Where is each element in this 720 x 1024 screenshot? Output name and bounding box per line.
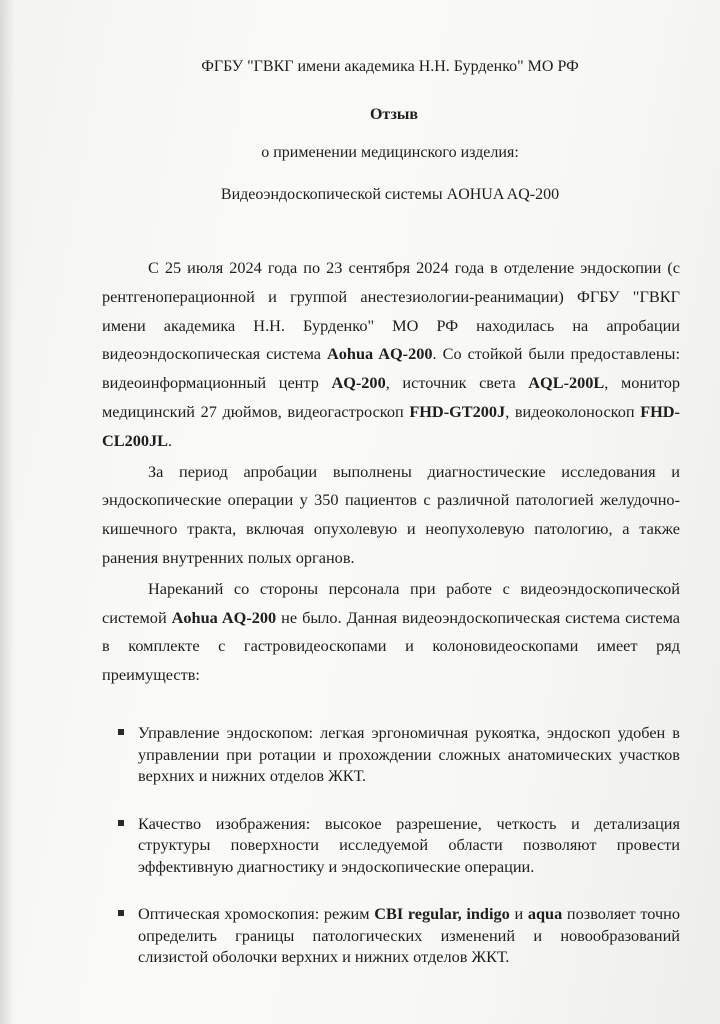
chromoscopy-modes: CBI regular, indigo <box>374 904 510 923</box>
light-source-model: AQL-200L <box>528 373 605 393</box>
list-item: Управление эндоскопом: легкая эргономичная рукоятка, эндоскоп удобен в управлении при ротации и прохождении сложных анатомических участков верхних и нижних отделов ЖКТ. <box>118 722 680 787</box>
list-item: Оптическая хромоскопия: режим CBI regular, indigo и aqua позволяет точно определить границы патологических изменений и новообразований слизистой оболочки верхних и нижних отделов ЖКТ. <box>118 903 680 968</box>
gastroscope-model: FHD-GT200J <box>409 401 506 421</box>
paragraph-results: За период апробации выполнены диагностические исследования и эндоскопические операции у 350 пациентов с различной патологией желудочно-кишечного тракта, включая опухолевую и неопухолевую патологию, а также ранения внутренних полых органов. <box>102 461 680 567</box>
bullet-square-icon <box>118 729 124 735</box>
document-title: Отзыв <box>369 106 419 123</box>
document-subtitle-2: Видеоэндоскопической системы AOHUA AQ-200 <box>220 186 560 203</box>
colonoscope-model: FHD-CL200JL <box>102 401 680 450</box>
system-name: Aohua AQ-200 <box>327 344 433 364</box>
chromoscopy-mode-aqua: aqua <box>527 904 563 923</box>
bullet-square-icon <box>118 820 124 826</box>
list-item: Качество изображения: высокое разрешение, четкость и детализация структуры поверхности исследуемой области позволяют провести эффективную диагностику и эндоскопические операции. <box>118 813 680 878</box>
system-name-2: Aohua AQ-200 <box>171 607 277 627</box>
bullet-square-icon <box>118 910 124 916</box>
video-center-model: AQ-200 <box>331 373 386 393</box>
document-body <box>102 254 680 690</box>
document-subtitle-1: о применении медицинского изделия: <box>261 144 519 161</box>
organization-name: ФГБУ "ГВКГ имени академика Н.Н. Бурденко" МО РФ <box>201 58 579 75</box>
paragraph-feedback: Нареканий со стороны персонала при работе с видеоэндоскопической системой Aohua AQ-200 не было. Данная видеоэндоскопическая система система в комплекте с гастровидеоскопами и колоновидеоскопами имеет ряд преимуществ: <box>102 578 681 685</box>
advantages-list <box>118 722 680 968</box>
paragraph-approbation: С 25 июля 2024 года по 23 сентября 2024 года в отделение эндоскопии (с рентгеноперационной и группой анестезиологии-реанимации) ФГБУ "ГВКГ имени академика Н.Н. Бурденко" МО РФ находилась на апробации видеоэндоскопическая система Aohua AQ-200. Со стойкой были предоставлены: видеоинформационный центр AQ-200, источник света AQL-200L, монитор медицинский 27 дюймов, видеогастроскоп FHD-GT200J, видеоколоноскоп FHD-CL200JL. <box>102 258 681 450</box>
